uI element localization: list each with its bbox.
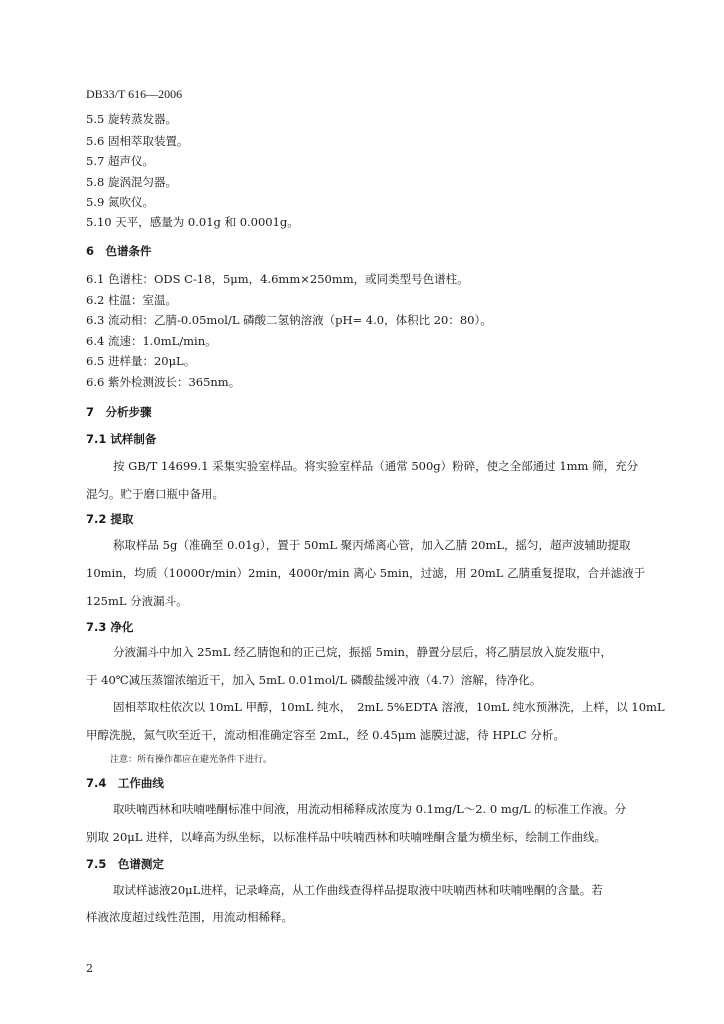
section-7-heading: 7 分析步骤 <box>86 405 152 419</box>
para-7-3-line-3: 固相萃取柱依次以 10mL 甲醇，10mL 纯水， 2mL 5%EDTA 溶液，10mL 纯水预淋洗，上样，以 10mL <box>113 700 665 714</box>
para-7-3-line-4: 甲醇洗脱，氮气吹至近干，流动相准确定容至 2mL，经 0.45μm 滤膜过滤，待 HPLC 分析。 <box>86 728 565 742</box>
item-6-1: 6.1 色谱柱：ODS C-18，5μm，4.6mm×250mm，或同类型号色谱柱。 <box>86 272 469 286</box>
item-6-2: 6.2 柱温：室温。 <box>86 293 177 307</box>
para-7-2-line-1: 称取样品 5g（准确至 0.01g），置于 50mL 聚丙烯离心管，加入乙腈 20mL，摇匀，超声波辅助提取 <box>113 538 631 552</box>
item-6-4: 6.4 流速：1.0mL/min。 <box>86 334 217 348</box>
section-7-2-heading: 7.2 提取 <box>86 512 134 526</box>
document-header-id: DB33/T 616—2006 <box>86 87 183 101</box>
section-7-5-heading: 7.5 色谱测定 <box>86 857 164 871</box>
item-5-5: 5.5 旋转蒸发器。 <box>86 112 177 126</box>
section-7-4-heading: 7.4 工作曲线 <box>86 776 164 790</box>
item-5-7: 5.7 超声仪。 <box>86 154 154 168</box>
para-7-5-line-1: 取试样滤液20μL进样，记录峰高，从工作曲线查得样品提取液中呋喃西林和呋喃唑酮的含量。若 <box>113 883 603 897</box>
section-7-1-heading: 7.1 试样制备 <box>86 432 157 446</box>
para-7-3-line-1: 分液漏斗中加入 25mL 经乙腈饱和的正己烷，振摇 5min，静置分层后，将乙腈层放入旋发瓶中， <box>113 645 612 659</box>
item-5-9: 5.9 氮吹仪。 <box>86 195 154 209</box>
section-7-3-heading: 7.3 净化 <box>86 620 134 634</box>
page-number: 2 <box>86 962 93 975</box>
item-6-6: 6.6 紫外检测波长：365nm。 <box>86 375 241 389</box>
item-6-5: 6.5 进样量：20μL。 <box>86 354 196 368</box>
para-7-2-line-2: 10min，均质（10000r/min）2min，4000r/min 离心 5min，过滤，用 20mL 乙腈重复提取，合并滤液于 <box>86 566 646 580</box>
para-7-2-line-3: 125mL 分液漏斗。 <box>86 594 188 608</box>
item-5-10: 5.10 天平，感量为 0.01g 和 0.0001g。 <box>86 215 299 229</box>
note-light-protection: 注意：所有操作都应在避光条件下进行。 <box>110 755 273 765</box>
item-5-6: 5.6 固相萃取装置。 <box>86 134 189 148</box>
para-7-4-line-1: 取呋喃西林和呋喃唑酮标准中间液，用流动相稀释成浓度为 0.1mg/L～2. 0 mg/L 的标准工作液。分 <box>113 802 627 816</box>
item-5-8: 5.8 旋涡混匀器。 <box>86 175 177 189</box>
para-7-4-line-2: 别取 20μL 进样，以峰高为纵坐标，以标准样品中呋喃西林和呋喃唑酮含量为横坐标，绘制工作曲线。 <box>86 830 607 844</box>
para-7-3-line-2: 于 40℃减压蒸馏浓缩近干，加入 5mL 0.01mol/L 磷酸盐缓冲液（4.7）溶解，待净化。 <box>86 673 542 687</box>
para-7-1-line-2: 混匀。贮于磨口瓶中备用。 <box>86 487 224 501</box>
section-6-heading: 6 色谱条件 <box>86 244 152 258</box>
item-6-3: 6.3 流动相：乙腈-0.05mol/L 磷酸二氢钠溶液（pH= 4.0，体积比 20：80）。 <box>86 313 492 327</box>
para-7-5-line-2: 样液浓度超过线性范围，用流动相稀释。 <box>86 910 293 924</box>
para-7-1-line-1: 按 GB/T 14699.1 采集实验室样品。将实验室样品（通常 500g）粉碎，使之全部通过 1mm 筛，充分 <box>113 459 639 473</box>
